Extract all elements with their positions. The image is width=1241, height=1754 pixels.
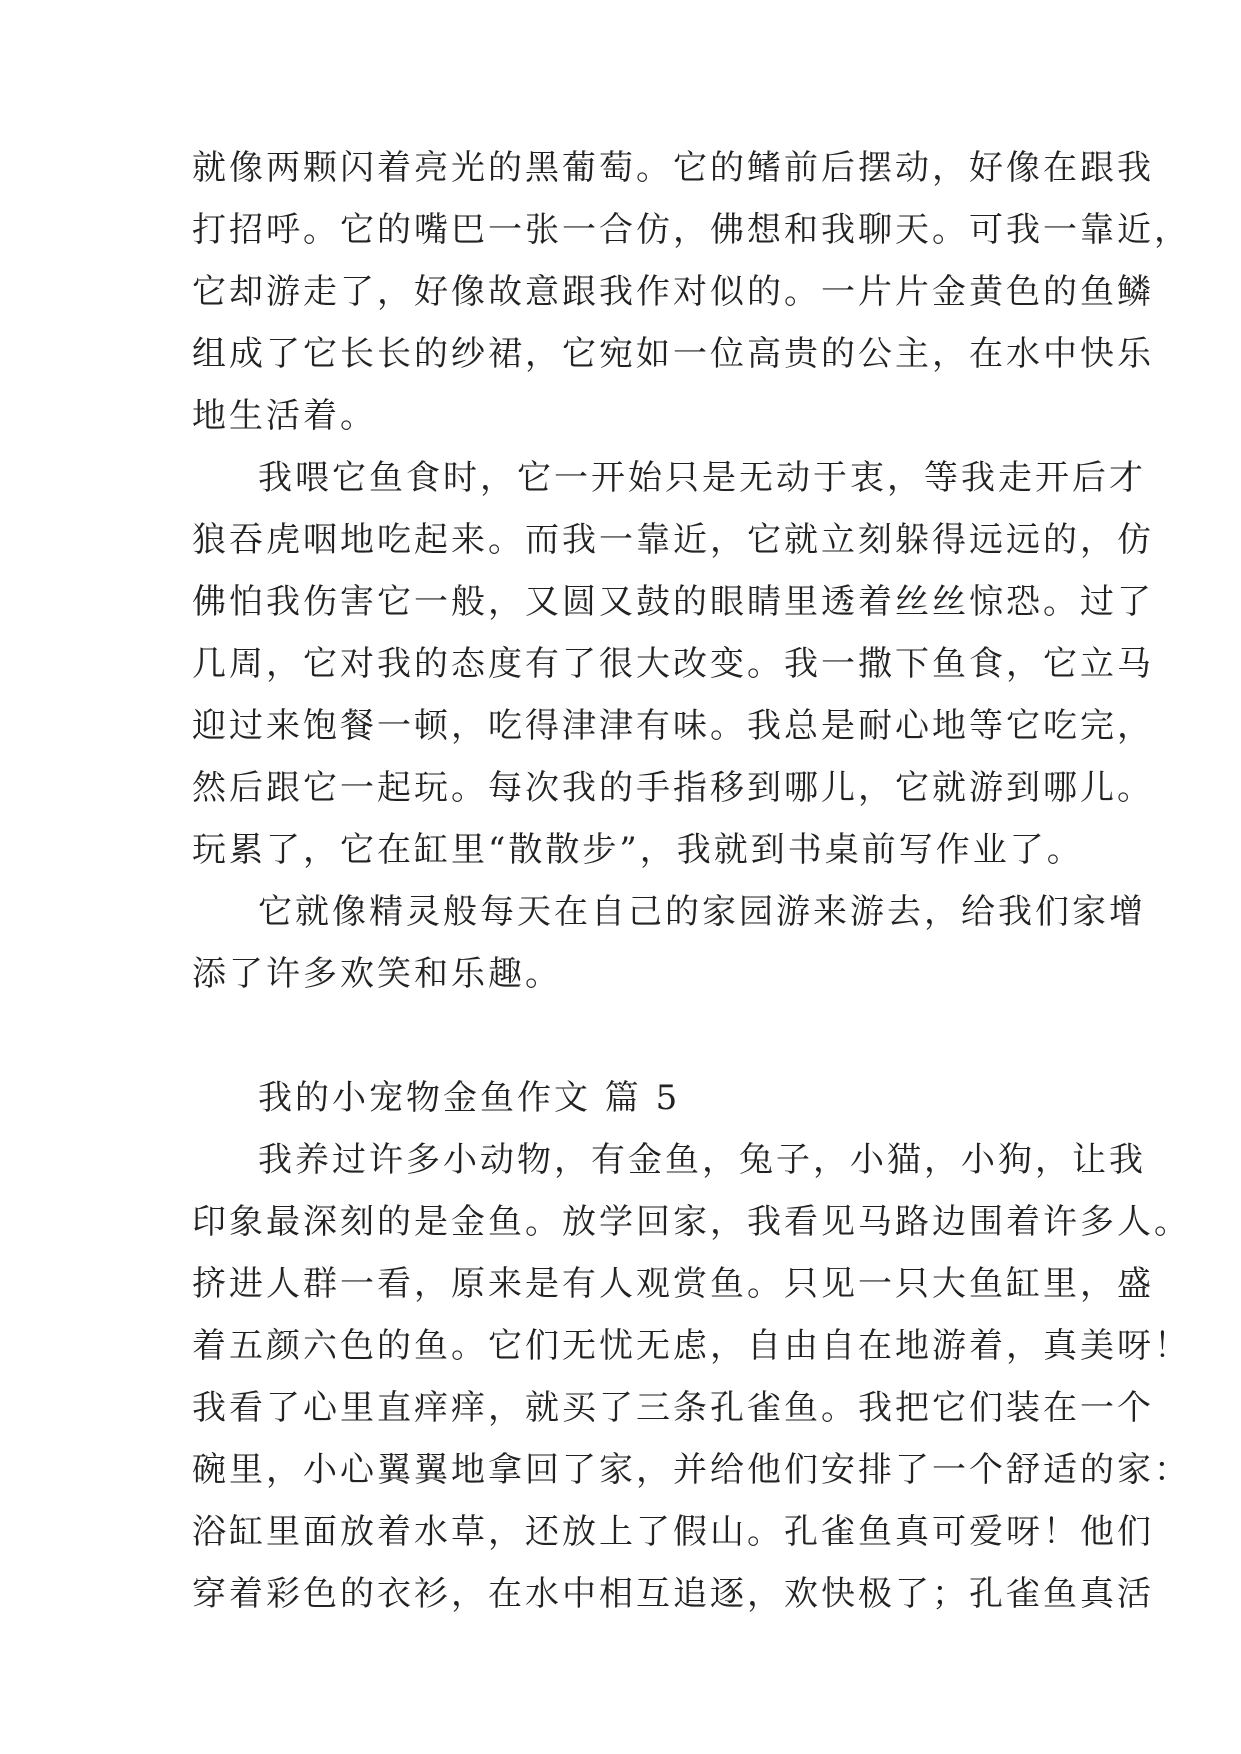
text-line: 我看了心里直痒痒，就买了三条孔雀鱼。我把它们装在一个 <box>192 1388 1154 1428</box>
text-line: 佛怕我伤害它一般，又圆又鼓的眼睛里透着丝丝惊恐。过了 <box>192 582 1154 622</box>
text-line: 狼吞虎咽地吃起来。而我一靠近，它就立刻躲得远远的，仿 <box>192 520 1154 560</box>
text-line: 迎过来饱餐一顿，吃得津津有味。我总是耐心地等它吃完， <box>192 706 1154 746</box>
text-line: 玩累了，它在缸里“散散步”，我就到书桌前写作业了。 <box>192 830 1084 870</box>
text-line: 然后跟它一起玩。每次我的手指移到哪儿，它就游到哪儿。 <box>192 768 1154 808</box>
text-line: 穿着彩色的衣衫，在水中相互追逐，欢快极了；孔雀鱼真活 <box>192 1574 1154 1614</box>
text-line: 就像两颗闪着亮光的黑葡萄。它的鳍前后摆动，好像在跟我 <box>192 148 1154 188</box>
text-line: 挤进人群一看，原来是有人观赏鱼。只见一只大鱼缸里，盛 <box>192 1264 1154 1304</box>
text-line: 它就像精灵般每天在自己的家园游来游去，给我们家增 <box>258 892 1146 932</box>
text-line: 组成了它长长的纱裙，它宛如一位高贵的公主，在水中快乐 <box>192 334 1154 374</box>
text-line: 印象最深刻的是金鱼。放学回家，我看见马路边围着许多人。 <box>192 1202 1191 1242</box>
text-line: 碗里，小心翼翼地拿回了家，并给他们安排了一个舒适的家： <box>192 1450 1191 1490</box>
text-line: 打招呼。它的嘴巴一张一合仿，佛想和我聊天。可我一靠近， <box>192 210 1191 250</box>
text-line: 浴缸里面放着水草，还放上了假山。孔雀鱼真可爱呀！他们 <box>192 1512 1154 1552</box>
text-line: 着五颜六色的鱼。它们无忧无虑，自由自在地游着，真美呀！ <box>192 1326 1191 1366</box>
text-line: 几周，它对我的态度有了很大改变。我一撒下鱼食，它立马 <box>192 644 1154 684</box>
text-line: 添了许多欢笑和乐趣。 <box>192 954 562 994</box>
text-line: 地生活着。 <box>192 396 377 436</box>
text-line: 它却游走了，好像故意跟我作对似的。一片片金黄色的鱼鳞 <box>192 272 1154 312</box>
text-line: 我喂它鱼食时，它一开始只是无动于衷，等我走开后才 <box>258 458 1146 498</box>
section-heading: 我的小宠物金鱼作文 篇 5 <box>258 1078 681 1118</box>
text-line: 我养过许多小动物，有金鱼，兔子，小猫，小狗，让我 <box>258 1140 1146 1180</box>
